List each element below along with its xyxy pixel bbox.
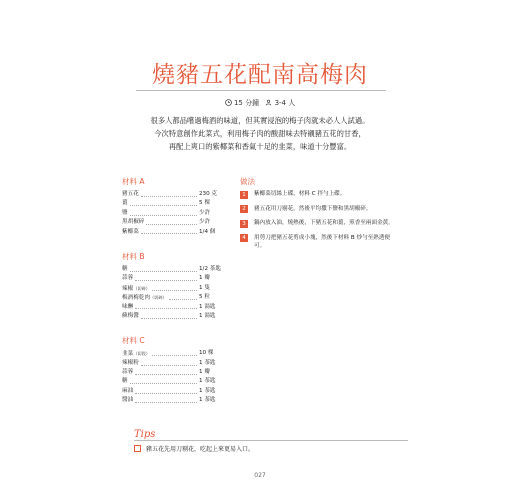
tip-item [134,444,254,453]
leader-dots [130,199,197,206]
leader-dots [130,377,197,384]
leader-dots [135,387,197,394]
ingredient-name-note: （切碎） [133,285,150,291]
ingredient-name: 醬油 [122,397,134,404]
method-column [240,176,400,257]
ingredients-column [122,176,227,420]
recipe-meta [0,98,520,108]
leader-dots [141,190,197,197]
tip-text: 豬五花先用刀剔花，吃起上來更易入口。 [146,446,255,453]
ingredient-name: 蒜蓉 [122,369,134,376]
ingredient-row [122,387,227,396]
ingredient-row [122,218,227,227]
tip-checkbox-icon [134,445,141,452]
ingredient-name: 味醂 [122,303,134,310]
step-text: 豬五花用刀剔花，然後平均撒下鹽和黑胡椒碎。 [254,205,372,212]
leader-dots [135,368,197,375]
intro-line: 今次特意創作此菜式，利用梅子肉的酸甜味去特襯豬五花的甘香， [154,129,366,138]
ingredient-row [122,190,227,199]
ingredient-amount: 1 茶匙 [199,397,216,404]
leader-dots [152,349,197,356]
ingredient-amount: 少許 [199,209,211,216]
method-step [240,190,400,199]
ingredients-b-heading: 材料 B [122,251,145,261]
ingredient-name-note: （切碎） [149,295,167,301]
ingredient-amount: 1 瓣 [199,369,210,376]
method-step [240,205,400,214]
ingredients-c-heading: 材料 C [122,336,145,346]
ingredient-name [122,293,167,302]
step-number: 2 [240,205,248,213]
ingredient-name: 麻油 [122,387,134,394]
ingredient-amount: 1 湯匙 [199,303,216,310]
ingredient-amount: 1 湯匙 [199,312,216,319]
step-text: 用剪刀把豬五花剪成小塊，然後下材料 B 炒勻至熟透便可。 [254,234,391,250]
ingredient-amount: 1 茶匙 [199,387,216,394]
ingredient-name-note: （切段） [133,351,150,357]
intro-line: 再配上爽口的紫椰菜和香氣十足的韭菜，味道十分豐富。 [168,142,352,151]
ingredient-name-main: 梅酒梅乾肉 [122,295,150,302]
clock-icon [225,99,232,106]
ingredient-name-main: 韭菜 [122,351,134,358]
step-number: 1 [240,191,248,199]
ingredient-amount: 1 茶匙 [199,378,216,385]
title-divider [136,90,386,91]
ingredient-amount: 10 棵 [199,350,214,357]
ingredient-row [122,396,227,405]
ingredient-name: 鹽 [122,209,128,216]
ingredient-row [122,359,227,368]
ingredient-row [122,265,227,274]
step-number: 4 [240,234,248,242]
time-meta [225,98,259,108]
ingredient-row [122,303,227,312]
leader-dots [135,396,197,403]
ingredients-c-list [122,349,227,405]
page-number: 027 [254,472,266,479]
ingredients-b-list [122,265,227,321]
time-text: 15 分鐘 [233,99,260,107]
ingredient-name: 蘇梅醬 [122,312,139,319]
intro-line: 很多人都品嚐過梅酒的味道，但其實浸泡的梅子肉就未必人人試過。 [150,116,370,125]
leader-dots [152,284,197,291]
ingredient-name [122,284,150,293]
ingredient-amount: 1 隻 [199,284,210,291]
ingredient-row [122,377,227,386]
ingredient-name: 蒜蓉 [122,275,134,282]
leader-dots [135,274,197,281]
ingredients-a-heading: 材料 A [122,177,145,186]
tips-divider [134,440,408,441]
ingredient-amount: 5 棵 [199,200,210,207]
ingredients-a-list [122,190,227,237]
ingredient-row [122,199,227,208]
leader-dots [146,218,197,225]
ingredient-amount: 1/2 茶匙 [199,265,221,272]
ingredient-row [122,312,227,321]
ingredient-row [122,209,227,218]
ingredient-name: 薑 [122,200,128,207]
ingredient-name-main: 辣椒 [122,285,134,292]
method-heading: 做法 [240,177,255,186]
ingredient-row [122,228,227,237]
ingredient-amount: 230 克 [199,191,218,197]
method-steps [240,190,400,251]
tips-heading: Tips [134,429,156,440]
recipe-title: 燒豬五花配南高梅肉 [152,62,368,88]
ingredient-name: 紫椰菜 [122,228,139,235]
step-text: 鍋內放入油，燒熱後，下豬五花和薑，煎香至兩面金黃。 [254,220,394,227]
leader-dots [130,265,197,272]
ingredient-name: 黑胡椒碎 [122,219,145,226]
ingredient-name [122,349,150,358]
ingredient-name: 糖 [122,378,128,385]
leader-dots [169,293,197,300]
ingredient-amount: 少許 [199,219,211,226]
ingredient-name: 豬五花 [122,191,139,197]
leader-dots [141,228,197,235]
ingredient-row [122,293,227,302]
leader-dots [130,209,197,216]
ingredient-row [122,368,227,377]
people-icon [265,99,272,106]
ingredient-name: 糖 [122,265,128,272]
ingredient-amount: 1 茶匙 [199,359,216,366]
leader-dots [141,359,197,366]
ingredient-row [122,284,227,293]
ingredient-row [122,274,227,283]
recipe-intro [120,114,400,153]
ingredient-amount: 1 瓣 [199,275,210,282]
step-number: 3 [240,220,248,228]
ingredient-amount: 1/4 個 [199,228,216,235]
method-step [240,234,400,251]
leader-dots [141,312,197,319]
leader-dots [135,303,197,310]
ingredient-row [122,349,227,358]
ingredient-amount: 5 粒 [199,294,210,301]
servings-meta [265,98,295,108]
ingredient-name: 辣椒粉 [122,359,139,366]
method-step [240,219,400,228]
step-text: 紫椰菜切絲上碟，材料 C 拌勻上碟。 [254,191,346,197]
servings-text: 3-4 人 [274,99,296,107]
